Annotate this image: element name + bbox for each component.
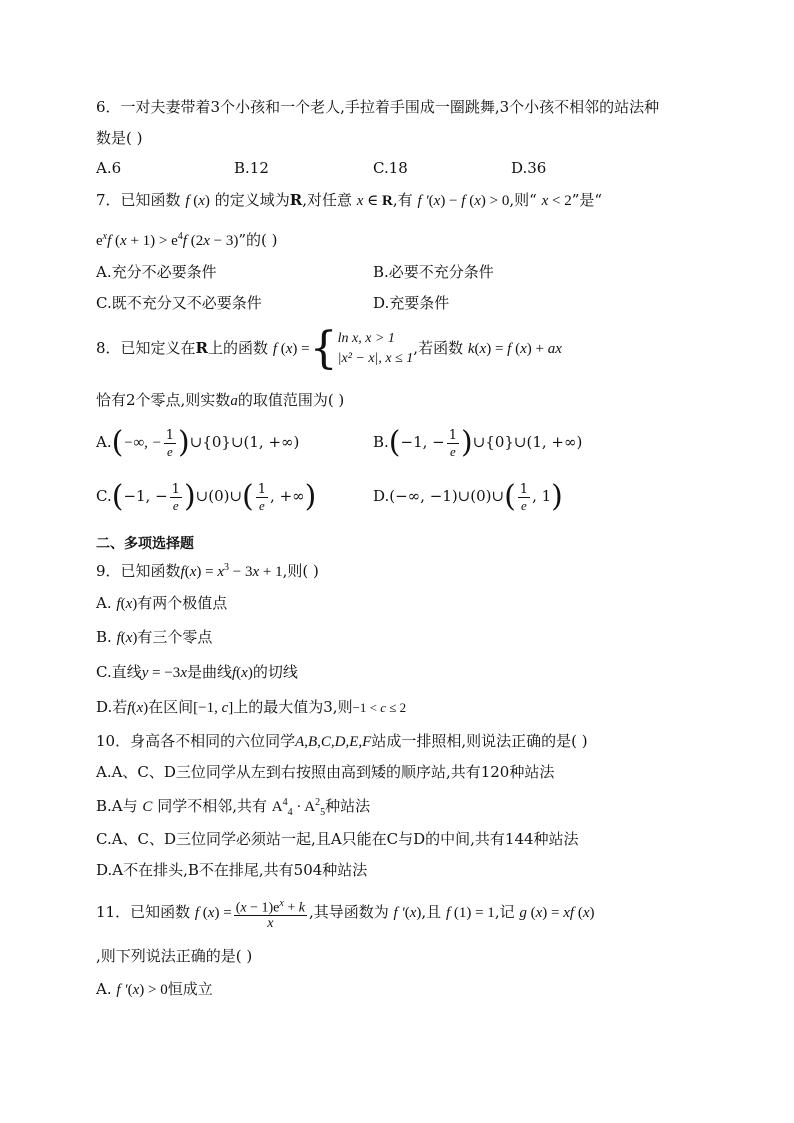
section-heading: 二、多项选择题 xyxy=(96,536,194,552)
q7-inequality: $e^xf$ $(x + 1) > e^4f$ (2x − 3) xyxy=(96,231,239,249)
q9-option-b-label: B. xyxy=(96,628,112,646)
q10-option-b-pre: B.A与 xyxy=(96,797,138,815)
q7-R: R xyxy=(289,191,303,209)
q6-option-b: B.12 xyxy=(234,159,269,177)
q9-option-b-text: 有三个零点 xyxy=(137,628,213,646)
q11-text2: ,且 xyxy=(421,903,442,921)
q11-option-a-label: A. xyxy=(96,980,112,998)
q7-fx: f (x) xyxy=(185,193,210,209)
q8-option-b: B.(−1, − $\frac{1}{e}$ )∪{0}∪(1, +∞) xyxy=(373,425,583,460)
q8-text2: ,若函数 xyxy=(413,339,464,357)
q8-option-d: D.(−∞, −1)∪(0)∪( $\frac{1}{e}$ , 1) xyxy=(373,479,563,514)
q7-line2 xyxy=(96,227,278,251)
q9-option-c: C.直线y = −3x是曲线f(x)的切线 xyxy=(96,663,298,681)
q8-text-line2: 恰有2个零点,则实数 xyxy=(96,391,231,409)
q6-option-a: A.6 xyxy=(96,159,122,177)
q8-option-a-label: A. xyxy=(96,433,112,451)
q7-text3: ,有 xyxy=(392,191,413,209)
q11-f1: f (1) = 1 xyxy=(445,905,495,921)
q11-line1 xyxy=(96,892,595,933)
q9-option-a: A. f(x)有两个极值点 xyxy=(96,594,228,612)
q10-option-b xyxy=(96,793,370,823)
q10-prefix: 10．身高各不相同的六位同学 xyxy=(96,732,296,750)
q9-option-c-end: 的切线 xyxy=(252,663,298,681)
q9-option-d-mid2: 上的最大值为3,则 xyxy=(233,698,353,716)
q8-text3: 的取值范围为( ) xyxy=(237,391,345,409)
q7-text2: ,对任意 xyxy=(302,191,352,209)
q11-gx: g (x) = xf (x) xyxy=(519,905,595,921)
q9-option-d: D.若f(x)在区间[−1, c]上的最大值为3,则−1 < c ≤ 2 xyxy=(96,698,407,716)
q11-line2: ,则下列说法正确的是( ) xyxy=(96,947,253,965)
q10-text: 站成一排照相,则说法正确的是( ) xyxy=(371,732,588,750)
q11-option-a: A. f ′(x) > 0恒成立 xyxy=(96,980,213,998)
q8-kx: k(x) = f (x) + ax xyxy=(467,341,562,357)
q10-option-c: C.A、C、D三位同学必须站一起,且A只能在C与D的中间,共有144种站法 xyxy=(96,830,579,848)
q10-letters: A,B,C,D,E,F xyxy=(295,734,372,750)
q8-prefix: 8．已知定义在 xyxy=(96,339,196,357)
q9-option-a-text: 有两个极值点 xyxy=(137,594,228,612)
q7-text4: ,则“ xyxy=(509,191,537,209)
q10-option-b-c: C xyxy=(142,799,153,815)
q6-line2: 数是( ) xyxy=(96,129,143,147)
q7-condition: f ′(x) − f (x) > 0 xyxy=(417,193,510,209)
q9-option-d-label: D.若 xyxy=(96,698,128,716)
q7-line1 xyxy=(96,190,602,211)
q8-text1: 上的函数 xyxy=(208,339,269,357)
q11-fprime: f ′(x) xyxy=(393,905,422,921)
q7-text1: 的定义域为 xyxy=(214,191,290,209)
q11-option-a-text: 恒成立 xyxy=(167,980,213,998)
q8-fx: f (x) = xyxy=(272,341,310,357)
q10-line1 xyxy=(96,731,588,752)
q10-option-b-formula: $A^4_4 \cdot A^2_5$ xyxy=(271,797,326,818)
q7-option-b: B.必要不充分条件 xyxy=(373,263,494,281)
q9-text1: ,则( ) xyxy=(282,562,319,580)
q8-case2: |x² − x|, x ≤ 1 xyxy=(337,351,414,366)
q6-line1: 6．一对夫妻带着3个小孩和一个老人,手拉着手围成一圈跳舞,3个小孩不相邻的站法种 xyxy=(96,98,660,116)
q7-prefix: 7．已知函数 xyxy=(96,191,181,209)
q11-prefix: 11．已知函数 xyxy=(96,903,191,921)
q9-fx: $f(x) = x^3 - 3x + 1$ xyxy=(180,562,283,580)
q9-option-d-mid: 在区间 xyxy=(148,698,194,716)
q9-option-c-label: C.直线 xyxy=(96,663,142,681)
q9-option-b: B. f(x)有三个零点 xyxy=(96,628,213,646)
q6-option-c: C.18 xyxy=(373,159,408,177)
q7-option-a: A.充分不必要条件 xyxy=(96,263,217,281)
q7-text5: ”是“ xyxy=(571,191,603,209)
q8-line2 xyxy=(96,390,344,411)
q11-text1: ,其导函数为 xyxy=(308,903,389,921)
q7-text6: ”的( ) xyxy=(238,231,278,249)
q8-line1 xyxy=(96,324,562,373)
q8-option-d-label: D. xyxy=(373,487,390,505)
q7-x-lt-2: x < 2 xyxy=(541,193,572,209)
q8-option-c-label: C. xyxy=(96,487,112,505)
q8-brace: { xyxy=(309,323,338,374)
q11-fx: f (x) = $\frac{(x - 1)e^x + k}{x}$ xyxy=(194,897,305,932)
q7-option-d: D.充要条件 xyxy=(373,294,450,312)
q8-piecewise xyxy=(338,329,414,369)
q10-option-b-post: 种站法 xyxy=(325,797,371,815)
q11-text3: ,记 xyxy=(494,903,515,921)
q8-R: R xyxy=(195,339,209,357)
q7-option-c: C.既不充分又不必要条件 xyxy=(96,294,262,312)
q9-option-a-label: A. xyxy=(96,594,112,612)
q6-option-d: D.36 xyxy=(511,159,547,177)
q9-prefix: 9．已知函数 xyxy=(96,562,181,580)
q7-x-in-R: x ∈ R xyxy=(356,193,393,209)
q10-option-a: A.A、C、D三位同学从左到右按照由高到矮的顺序站,共有120种站法 xyxy=(96,763,555,781)
q10-option-b-mid: 同学不相邻,共有 xyxy=(157,797,267,815)
q10-option-d: D.A不在排头,B不在排尾,共有504种站法 xyxy=(96,861,368,879)
q9-option-c-mid: 是曲线 xyxy=(186,663,232,681)
q8-option-a: A.(−∞, − $\frac{1}{e}$ )∪{0}∪(1, +∞) xyxy=(96,425,300,460)
q8-case1: ln x, x > 1 xyxy=(337,331,395,346)
q9-line1 xyxy=(96,558,319,582)
q8-a: a xyxy=(230,393,238,409)
q8-option-c: C.(−1, − $\frac{1}{e}$ )∪(0)∪( $\frac{1}{e}$ , +∞) xyxy=(96,479,317,514)
q8-option-b-label: B. xyxy=(373,433,389,451)
